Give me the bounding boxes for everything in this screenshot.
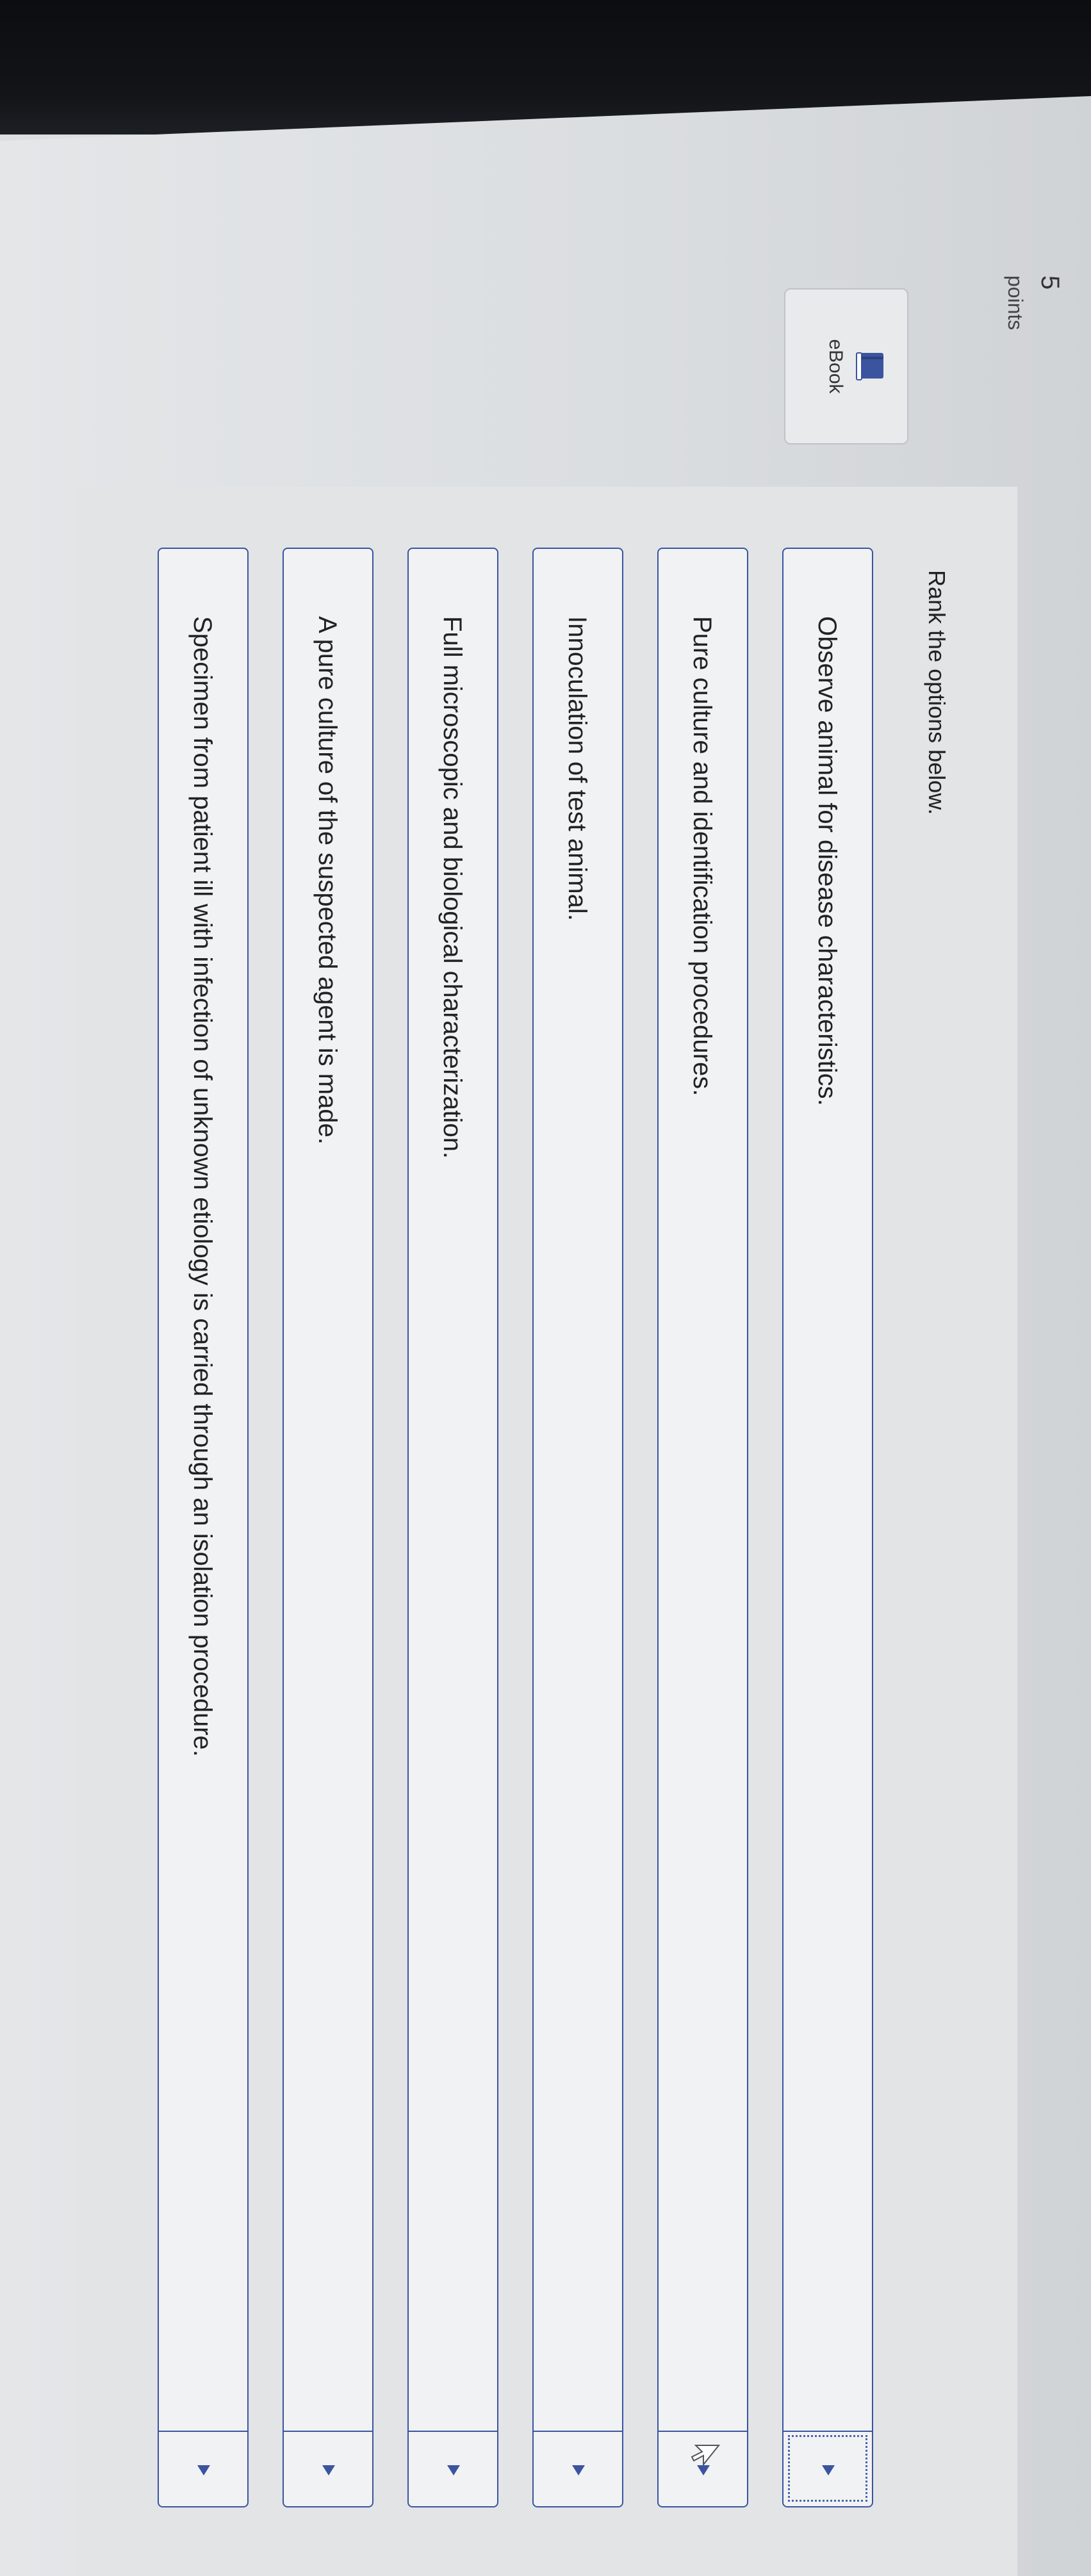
rank-item[interactable] (158, 548, 249, 2507)
instruction-text: Rank the options below. (924, 570, 950, 815)
chevron-down-icon (447, 2465, 460, 2475)
chevron-down-icon (697, 2465, 710, 2475)
rank-select[interactable] (534, 2431, 622, 2506)
chevron-down-icon (322, 2465, 335, 2475)
rank-item[interactable] (782, 548, 873, 2507)
chevron-down-icon (197, 2465, 210, 2475)
ranking-panel (76, 487, 1017, 2576)
rank-item-label: A pure culture of the suspected agent is made. (313, 616, 341, 1145)
rank-item-label: Specimen from patient ill with infection of unknown etiology is carried through an isolation procedure. (188, 616, 217, 1757)
rank-item[interactable] (407, 548, 498, 2507)
rank-select[interactable] (159, 2431, 247, 2506)
points-label: points (1004, 275, 1027, 330)
rank-item-label: Innoculation of test animal. (563, 616, 591, 921)
rank-item-label: Full microscopic and biological characterization. (438, 616, 466, 1159)
rank-select[interactable] (284, 2431, 372, 2506)
rank-item-label: Pure culture and identification procedures. (688, 616, 716, 1096)
chevron-down-icon (822, 2465, 835, 2475)
rank-item[interactable] (657, 548, 748, 2507)
book-icon (854, 350, 885, 382)
rank-select[interactable] (783, 2431, 872, 2506)
rank-select[interactable] (659, 2431, 747, 2506)
ebook-button[interactable] (784, 288, 908, 444)
rank-item-label: Observe animal for disease characteristics. (813, 616, 841, 1106)
points-block (988, 275, 1091, 404)
rank-item[interactable] (532, 548, 623, 2507)
chevron-down-icon (572, 2465, 585, 2475)
points-value: 5 (1036, 275, 1064, 290)
rank-item[interactable] (283, 548, 373, 2507)
rank-select[interactable] (409, 2431, 497, 2506)
ebook-label: eBook (825, 339, 846, 394)
mouse-pointer-icon (689, 2441, 721, 2467)
